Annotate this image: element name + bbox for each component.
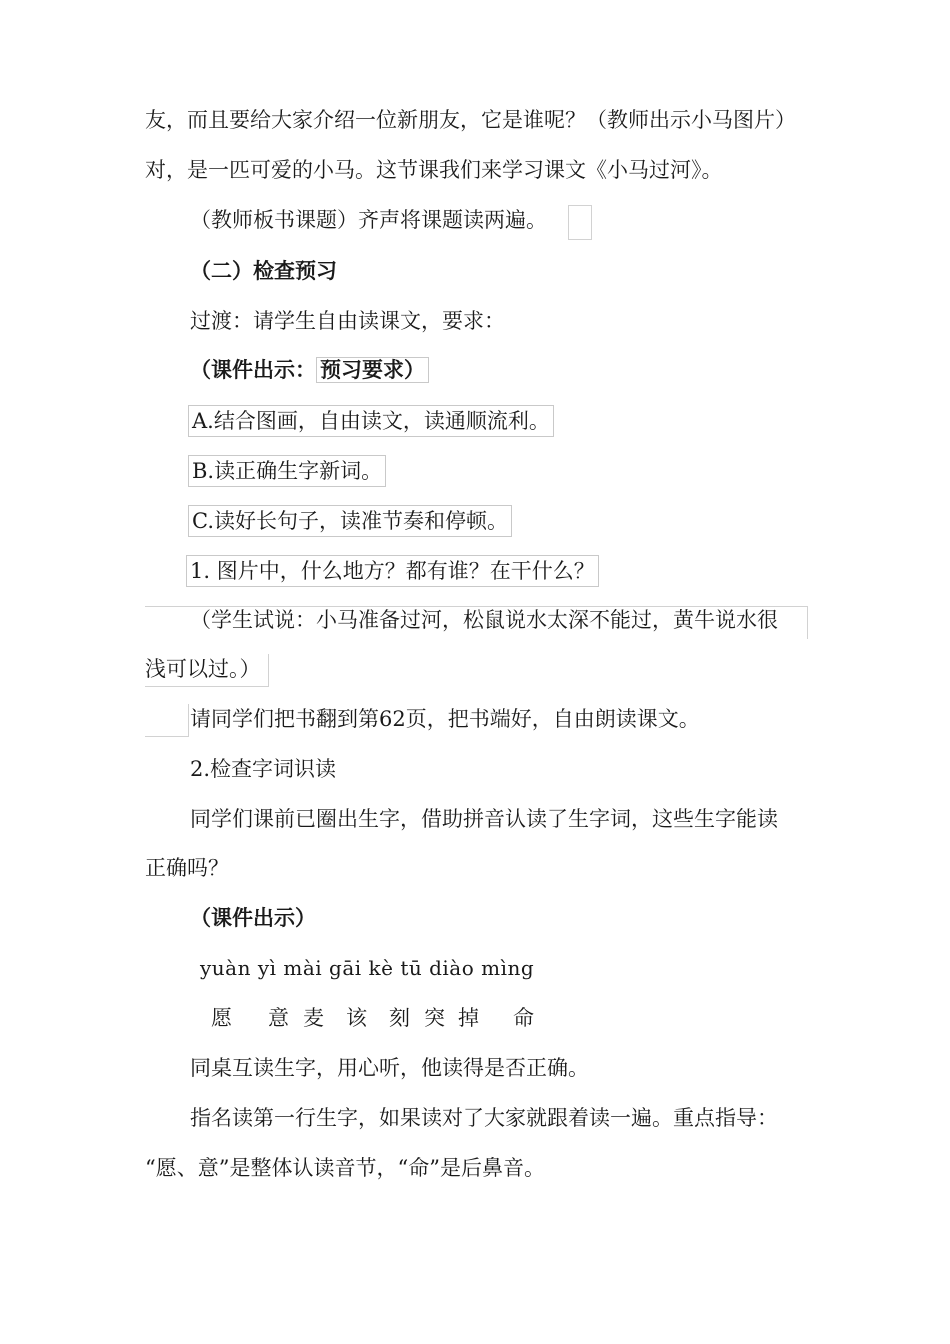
paragraph-line: 正确吗？ xyxy=(145,856,229,880)
paragraph-line xyxy=(190,205,547,235)
subsection-title: 2.检查字词识读 xyxy=(190,757,337,781)
character: 掉 xyxy=(458,1006,479,1030)
pinyin-line: yuàn yì mài gāi kè tū diào mìng xyxy=(200,956,535,980)
paragraph-line: 友，而且要给大家介绍一位新朋友，它是谁呢？（教师出示小马图片） xyxy=(145,108,796,132)
empty-box xyxy=(568,205,592,240)
paragraph-line: 同学们课前已圈出生字，借助拼音认读了生字词，这些生字能读 xyxy=(190,807,778,831)
indent-box xyxy=(145,704,189,737)
character: 突 xyxy=(424,1006,445,1030)
character: 命 xyxy=(513,1006,534,1030)
courseware-label-boxed: 预习要求） xyxy=(316,357,429,383)
paragraph-line: 指名读第一行生字，如果读对了大家就跟着读一遍。重点指导： xyxy=(190,1106,778,1130)
requirement-item: A.结合图画，自由读文，读通顺流利。 xyxy=(188,405,554,437)
requirement-item: B.读正确生字新词。 xyxy=(188,455,386,487)
character: 愿 xyxy=(211,1006,232,1030)
character: 意 xyxy=(268,1006,289,1030)
question-item: 1. 图片中，什么地方？都有谁？在干什么？ xyxy=(186,555,599,587)
paragraph-line: 同桌互读生字，用心听，他读得是否正确。 xyxy=(190,1056,589,1080)
paragraph-line: “愿、意”是整体认读音节，“命”是后鼻音。 xyxy=(145,1156,545,1180)
section-heading: （二）检查预习 xyxy=(190,259,337,283)
courseware-label xyxy=(190,355,429,385)
paragraph-line: 对，是一匹可爱的小马。这节课我们来学习课文《小马过河》。 xyxy=(145,158,723,182)
answer-line: （学生试说：小马准备过河，松鼠说水太深不能过，黄牛说水很 xyxy=(190,608,778,632)
answer-line: 浅可以过。） xyxy=(145,657,261,681)
paragraph-text: （教师板书课题）齐声将课题读两遍。 xyxy=(190,208,547,232)
paragraph-line: 请同学们把书翻到第62页，把书端好，自由朗读课文。 xyxy=(190,707,700,731)
character: 刻 xyxy=(389,1006,410,1030)
character: 该 xyxy=(346,1006,367,1030)
character-row xyxy=(0,1003,950,1033)
courseware-label: （课件出示） xyxy=(190,906,316,930)
character: 麦 xyxy=(303,1006,324,1030)
paragraph-line: 过渡：请学生自由读课文，要求： xyxy=(190,309,505,333)
courseware-label-text: （课件出示： xyxy=(190,358,316,382)
requirement-item: C.读好长句子，读准节奏和停顿。 xyxy=(188,505,512,537)
